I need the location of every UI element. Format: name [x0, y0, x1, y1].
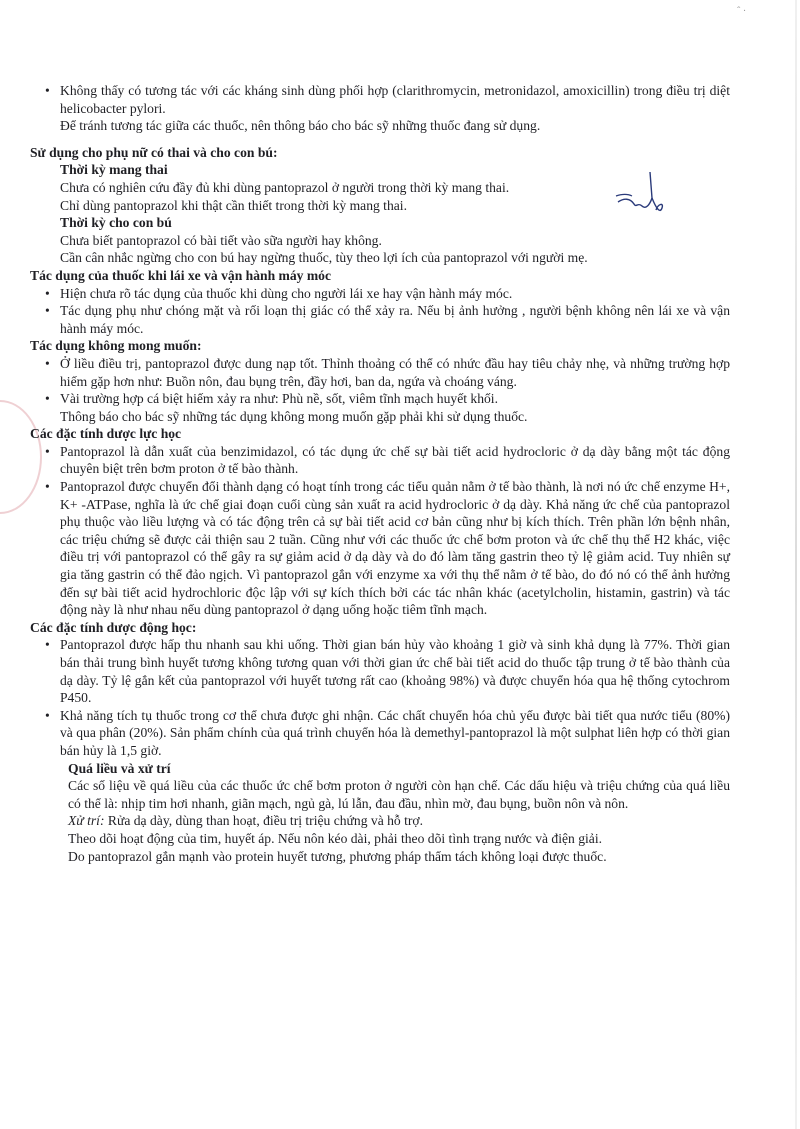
- driving-bullet-2: Tác dụng phụ như chóng mặt và rối loạn thị giác có thể xảy ra. Nếu bị ảnh hưởng , người bệnh không nên lái xe và vận hành máy móc.: [60, 303, 730, 336]
- bullet-item: [30, 390, 730, 408]
- treatment-label: Xử trí:: [68, 813, 105, 829]
- bullet-item: [30, 82, 730, 117]
- subheading-overdose: Quá liều và xử trí: [68, 760, 171, 776]
- bullet-item: [30, 285, 730, 303]
- dialysis-line: Do pantoprazol gắn mạnh vào protein huyết tương, phương pháp thẩm tách không loại được thuốc.: [68, 848, 607, 864]
- bullet-dot: •: [45, 355, 50, 371]
- interactions-note: Để tránh tương tác giữa các thuốc, nên thông báo cho bác sỹ những thuốc đang sử dụng.: [60, 118, 541, 134]
- side-effects-bullet-2: Vài trường hợp cá biệt hiếm xảy ra như: Phù nề, sốt, viêm tĩnh mạch huyết khối.: [60, 391, 498, 407]
- pharmacokinetics-bullet-1: Pantoprazol được hấp thu nhanh sau khi uống. Thời gian bán hủy vào khoảng 1 giờ và sinh khả dụng là 77%. Thời gian bán thải trung bình huyết tương không tương quan với thời gian ức chế bài tiết acid do thuốc tập trung ở tế bào thành của dạ dày. Tỷ lệ gắn kết của pantoprazol với huyết tương rất cao (khoảng 98%) và được chuyển hóa qua hệ thống cytochrom P450.: [60, 637, 730, 706]
- side-effects-note: Thông báo cho bác sỹ những tác dụng không mong muốn gặp phải khi sử dụng thuốc.: [60, 408, 528, 424]
- pregnancy-line-1: Chưa có nghiên cứu đầy đủ khi dùng pantoprazol ở người trong thời kỳ mang thai.: [60, 179, 510, 195]
- lactation-line-2: Cần cân nhắc ngừng cho con bú hay ngừng thuốc, tùy theo lợi ích của pantoprazol với người mẹ.: [60, 250, 588, 266]
- bullet-dot: •: [45, 391, 50, 407]
- bullet-item: [30, 443, 730, 478]
- subheading-pregnancy: Thời kỳ mang thai: [60, 162, 168, 178]
- lactation-line-1: Chưa biết pantoprazol có bài tiết vào sữa người hay không.: [60, 232, 382, 248]
- bullet-item: [30, 302, 730, 337]
- section-heading-driving: Tác dụng của thuốc khi lái xe và vận hành máy móc: [30, 267, 332, 283]
- treatment-line: [30, 812, 730, 830]
- bullet-dot: •: [45, 285, 50, 301]
- bullet-dot: •: [45, 303, 50, 319]
- overdose-text: Các số liệu về quá liều của các thuốc ức chế bơm proton ở người còn hạn chế. Các dấu hiệu và triệu chứng của quá liều có thể là: nhịp tim hơi nhanh, giãn mạch, ngủ gà, lú lẫn, đau đầu, nhìn mờ, đau bụng, buồn nôn và nôn.: [68, 778, 730, 811]
- bullet-item: [30, 636, 730, 706]
- bullet-item: [30, 707, 730, 760]
- section-heading-pharmacokinetics: Các đặc tính dược động học:: [30, 619, 197, 635]
- bullet-dot: •: [45, 707, 50, 723]
- pregnancy-line-2: Chỉ dùng pantoprazol khi thật cần thiết trong thời kỳ mang thai.: [60, 197, 407, 213]
- document-body: [30, 82, 730, 865]
- pharmacodynamics-bullet-2: Pantoprazol được chuyển đổi thành dạng có hoạt tính trong các tiểu quản nằm ở tế bào thành, là nơi nó ức chế enzyme H+, K+ -ATPase, nghĩa là ức chế giai đoạn cuối cùng sản xuất ra acid hydrocloric ở dạ dày. Khả năng ức chế của pantoprazol phụ thuộc vào liều lượng và có tác động trên cả sự bài tiết acid cơ bản cũng như bị kích thích. Trên phần lớn bệnh nhân, các triệu chứng sẽ được cải thiện sau 2 tuần. Cũng như với các thuốc ức chế bơm proton và ức chế thụ thể H2 khác, việc điều trị với pantoprazol có thể gây ra sự giảm acid ở dạ dày và do đó làm tăng gastrin theo tỷ lệ giảm acid. Tuy nhiên sự gia tăng gastrin có thể đảo ngịch. Vì pantoprazol gắn với enzyme xa với thụ thể nằm ở tế bào, do đó nó có thể ảnh hưởng đến sự bài tiết acid hydrochloric độc lập với sự kích thích bởi các tác nhân khác (acetylcholin, histamin, gastrin) và tác động này là như nhau nếu dùng pantoprazol ở dạng uống hoặc tiêm tĩnh mạch.: [60, 479, 730, 618]
- side-effects-bullet-1: Ở liều điều trị, pantoprazol được dung nạp tốt. Thỉnh thoảng có thể có nhức đầu hay tiêu chảy nhẹ, và những trường hợp hiếm gặp hơn như: Buồn nôn, đau bụng trên, đầy hơi, ban da, ngứa và choáng váng.: [60, 355, 730, 389]
- bullet-dot: •: [45, 443, 50, 459]
- bullet-item: [30, 355, 730, 390]
- interactions-bullet: Không thấy có tương tác với các kháng sinh dùng phối hợp (clarithromycin, metronidazol, amoxicillin) trong điều trị diệt helicobacter pylori.: [60, 83, 730, 116]
- section-heading-pharmacodynamics: Các đặc tính dược lực học: [30, 426, 182, 442]
- driving-bullet-1: Hiện chưa rõ tác dụng của thuốc khi dùng cho người lái xe hay vận hành máy móc.: [60, 285, 513, 301]
- pharmacodynamics-bullet-1: Pantoprazol là dẫn xuất của benzimidazol, có tác dụng ức chế sự bài tiết acid hydrocloric ở dạ dày bằng một tác động chuyên biệt trên bơm proton ở tế bào thành.: [60, 443, 730, 477]
- monitor-line: Theo dõi hoạt động của tim, huyết áp. Nếu nôn kéo dài, phải theo dõi tình trạng nước và điện giải.: [68, 830, 603, 846]
- bullet-dot: •: [45, 479, 50, 495]
- subheading-lactation: Thời kỳ cho con bú: [60, 215, 172, 231]
- pharmacokinetics-bullet-2: Khả năng tích tụ thuốc trong cơ thể chưa được ghi nhận. Các chất chuyển hóa chủ yếu được bài tiết qua nước tiểu (80%) và qua phân (20%). Sản phẩm chính của quá trình chuyển hóa là demethyl-pantoprazol là một sulphat liên hợp có thời gian bán hủy là 1,5 giờ.: [60, 707, 730, 758]
- bullet-dot: •: [45, 637, 50, 653]
- bullet-item: [30, 478, 730, 619]
- bullet-dot: •: [45, 83, 50, 98]
- section-heading-pregnancy: Sử dụng cho phụ nữ có thai và cho con bú:: [30, 144, 278, 160]
- corner-mark: ˆ ·: [737, 6, 747, 17]
- treatment-text: Rửa dạ dày, dùng than hoạt, điều trị triệu chứng và hỗ trợ.: [104, 813, 424, 829]
- page-edge-shadow: [795, 0, 797, 1129]
- section-heading-side-effects: Tác dụng không mong muốn:: [30, 338, 202, 354]
